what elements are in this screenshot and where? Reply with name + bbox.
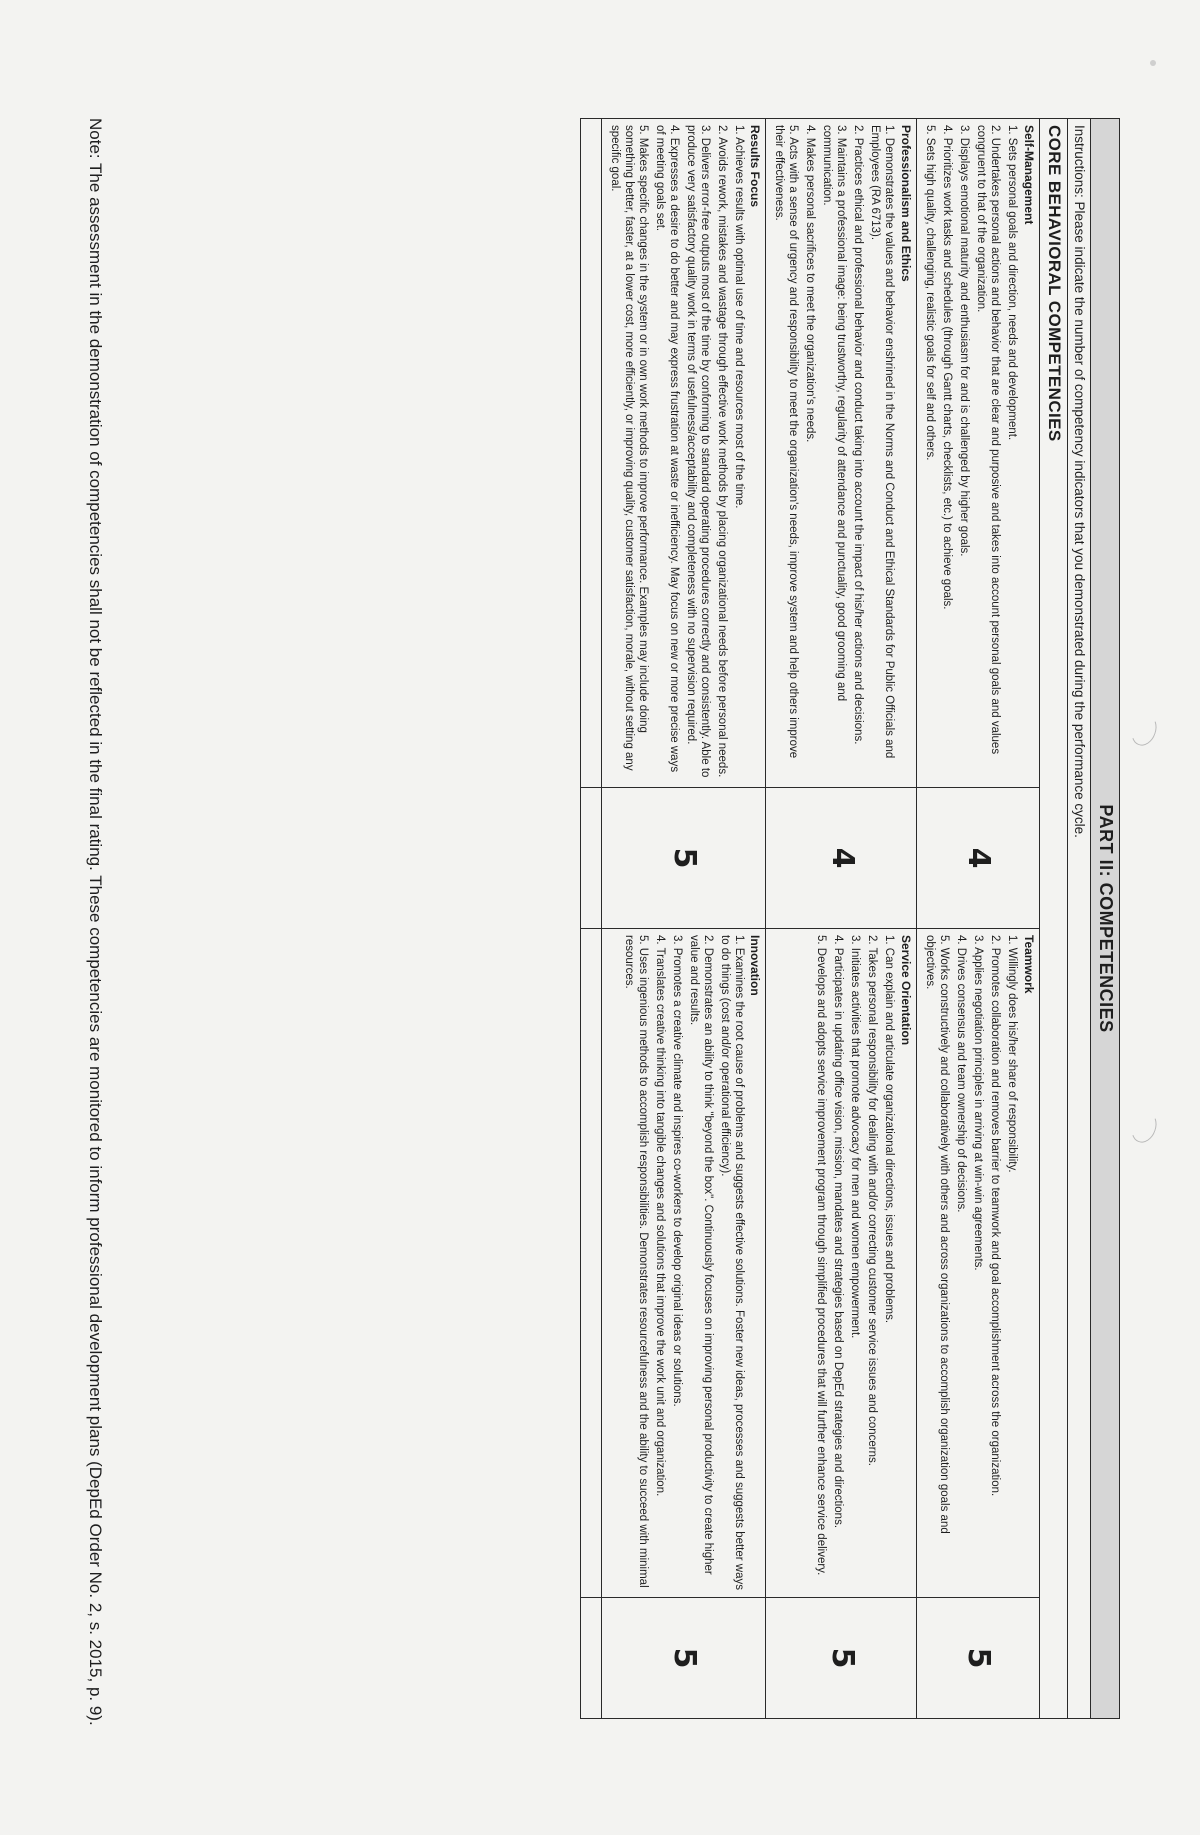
blank-row [580,119,601,1719]
competencies-table [580,118,1120,1719]
competency-indicator: 5. Makes specific changes in the system or in own work methods to improve performance. Examples may include doing something better, faster, at a lower cost, more efficiently, or improving quality, customer satisfaction, morale, without setting any specific goal. [608,125,649,771]
competency-indicator: 2. Undertakes personal actions and behavior that are clear and purposive and takes into account personal goals and values congruent to that of the organization. [975,125,1002,755]
competency-indicator: 3. Applies negotiation principles in arriving at win-win agreements. [972,935,985,1271]
competency-name: Service Orientation [899,935,914,1046]
competency-cell-professionalism [766,119,917,788]
score-professionalism: 4 [766,788,917,929]
instructions: Instructions: Please indicate the number of competency indicators that you demonstrated during the performance cycle. [1067,119,1090,1719]
competency-indicator: 5. Sets high quality, challenging, realistic goals for self and others. [924,125,937,461]
competency-indicator: 1. Demonstrates the values and behavior enshrined in the Norms and Conduct and Ethical Standards for Public Officials and Employees (RA 6713). [869,125,896,759]
competency-indicator: 3. Delivers error-free outputs most of the time by conforming to standard operating procedures correctly and consistently. Able to produce very satisfactory quality work in terms of usefulness/acceptability and completeness with no supervision required. [684,125,711,778]
competency-indicator: 2. Demonstrates an ability to think "beyond the box". Continuously focuses on improving personal productivity to create higher value and results. [687,935,714,1575]
competency-indicator: 3. Displays emotional maturity and enthusiasm for and is challenged by higher goals. [958,125,971,557]
competency-name: Teamwork [1021,935,1036,994]
competency-cell-results-focus [601,119,766,788]
competency-indicator: 3. Promotes a creative climate and inspires co-workers to develop original ideas or solutions. [670,935,683,1407]
competency-name: Professionalism and Ethics [899,125,914,282]
scan-artifact [1127,711,1160,749]
competency-indicator: 1. Sets personal goals and direction, needs and development. [1006,125,1019,441]
competency-indicator: 5. Uses ingenious methods to accomplish responsibilities. Demonstrates resourcefulness and the ability to succeed with minimal resources. [622,935,649,1588]
competency-indicator: 4. Makes personal sacrifices to meet the organization's needs. [804,125,817,443]
competency-row [766,119,917,1719]
competency-indicator: 2. Practices ethical and professional behavior and conduct taking into account the impact of his/her actions and decisions. [852,125,865,745]
competency-name: Innovation [748,935,763,996]
competency-name: Self-Management [1021,125,1036,225]
competency-name: Results Focus [748,125,763,208]
competency-cell-service-orientation [766,929,917,1598]
competency-cell-innovation [601,929,766,1598]
competency-cell-self-management [917,119,1040,788]
competency-indicator: 3. Initiates activities that promote advocacy for men and women empowerment. [849,935,862,1339]
competency-indicator: 5. Acts with a sense of urgency and responsibility to meet the organization's needs, improve system and help others improve their effectiveness. [773,125,800,759]
part-title: PART II: COMPETENCIES [1091,119,1120,1719]
score-teamwork: 5 [917,1598,1040,1719]
competency-indicator: 1. Achieves results with optimal use of time and resources most of the time. [732,125,745,509]
competency-indicator: 4. Drives consensus and team ownership of decisions. [955,935,968,1213]
competency-row [917,119,1040,1719]
competency-indicator: 4. Expresses a desire to do better and may express frustration at waste or inefficiency. May focus on new or more precise ways of meeting goals set. [653,125,680,773]
score-service-orientation: 5 [766,1598,917,1719]
score-self-management: 4 [917,788,1040,929]
competency-indicator: 4. Prioritizes work tasks and schedules (through Gantt charts, checklists, etc.) to achieve goals. [941,125,954,610]
score-results-focus: 5 [601,788,766,929]
competency-indicator: 1. Can explain and articulate organizational directions, issues and problems. [883,935,896,1324]
competency-indicator: 4. Participates in updating office vision, mission, mandates and strategies based on DepEd strategies and directions. [832,935,845,1529]
core-title: CORE BEHAVIORAL COMPETENCIES [1039,119,1067,1719]
competency-indicator: 1. Examines the root cause of problems and suggests effective solutions. Foster new ideas, processes and suggests better ways to do things (cost and/or operational efficiency). [718,935,745,1591]
competency-indicator: 5. Develops and adopts service improvement program through simplified procedures that will further enhance service delivery. [815,935,828,1576]
scan-artifact [1150,60,1156,66]
competency-indicator: 2. Takes personal responsibility for dealing with and/or correcting customer service issues and concerns. [866,935,879,1466]
competency-indicator: 2. Avoids rework, mistakes and wastage through effective work methods by placing organizational needs before personal needs. [715,125,728,778]
competency-row [601,119,766,1719]
competency-indicator: 2. Promotes collaboration and removes barrier to teamwork and goal accomplishment across the organization. [989,935,1002,1497]
footnote: Note: The assessment in the demonstration of competencies shall not be reflected in the final rating. These competencies are monitored to inform professional development plans (DepEd Order No. 2, s. 2015, p. 9). [86,118,105,1726]
scan-artifact [1127,1108,1160,1146]
score-innovation: 5 [601,1598,766,1719]
rotated-document-page [86,118,1120,1726]
competency-indicator: 3. Maintains a professional image: being trustworthy, regularity of attendance and punctuality, good grooming and communication. [821,125,848,702]
competency-indicator: 4. Translates creative thinking into tangible changes and solutions that improve the work unit and organization. [653,935,666,1497]
competency-indicator: 1. Willingly does his/her share of responsibility. [1006,935,1019,1173]
competency-indicator: 5. Works constructively and collaboratively with others and across organizations to accomplish organization goals and objectives. [924,935,951,1534]
competency-cell-teamwork [917,929,1040,1598]
